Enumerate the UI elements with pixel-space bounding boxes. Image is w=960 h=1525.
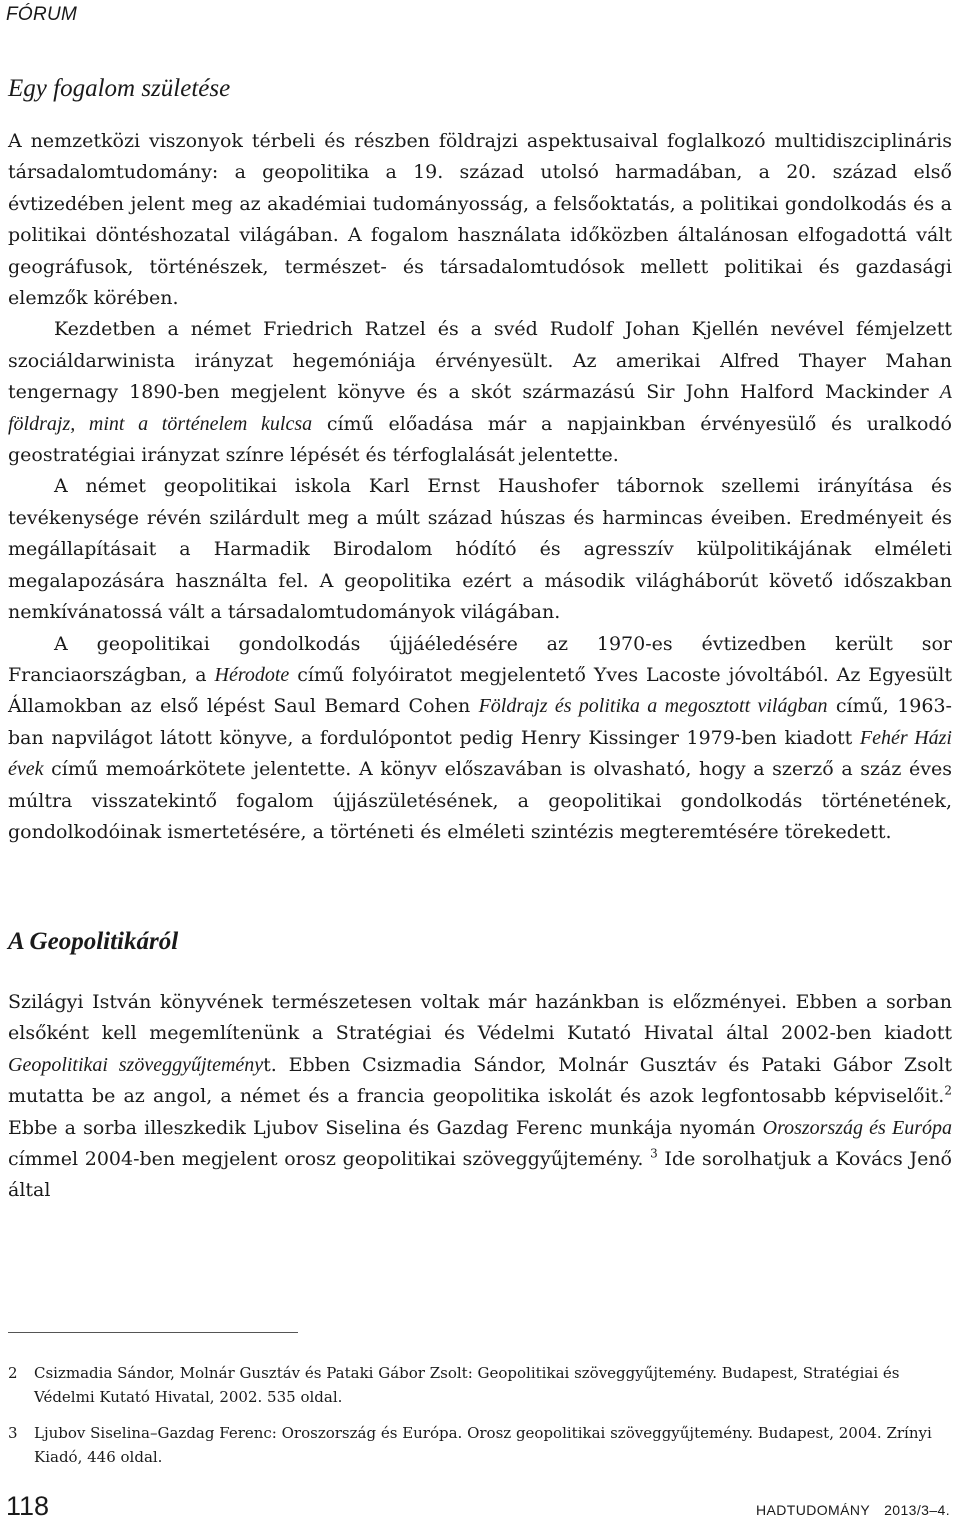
page-number: 118 xyxy=(6,1491,50,1521)
footnotes xyxy=(8,1361,952,1481)
section-body-2 xyxy=(8,987,952,1207)
journal-footer xyxy=(756,1502,950,1518)
footnote-text: Csizmadia Sándor, Molnár Gusztáv és Pataki Gábor Zsolt: Geopolitikai szöveggyűjtemény. Budapest, Stratégiai és Védelmi Kutató Hivatal, 2002. 535 oldal. xyxy=(34,1364,900,1406)
journal-issue: 2013/3–4. xyxy=(884,1502,950,1518)
italic-title: A földrajz, mint a történelem kulcsa xyxy=(8,381,952,435)
italic-title: Oroszország és Európa xyxy=(762,1116,953,1139)
body-paragraph: Szilágyi István könyvének természetesen voltak már hazánkban is előzményei. Ebben a sorban elsőként kell megemlítenünk a Stratégiai és Védelmi Kutató Hivatal által 2002-ben kiadott Geopolitikai szöveggyűjteményt. Ebben Csizmadia Sándor, Molnár Gusztáv és Pataki Gábor Zsolt mutatta be az angol, a német és a francia geopolitika iskolát és azok legfontosabb képviselőit.$^2$ Ebbe a sorba illeszkedik Ljubov Siselina és Gazdag Ferenc munkája nyomán Oroszország és Európa címmel 2004-ben megjelent orosz geopolitikai szöveggyűjtemény. $^3$ Ide sorolhatjuk a Kovács Jenő által xyxy=(8,991,953,1202)
footnote-text: Ljubov Siselina–Gazdag Ferenc: Oroszország és Európa. Orosz geopolitikai szöveggyűjtemény. Budapest, 2004. Zrínyi Kiadó, 446 oldal. xyxy=(34,1424,932,1466)
body-paragraph: Kezdetben a német Friedrich Ratzel és a svéd Rudolf Johan Kjellén nevével fémjelzett szociáldarwinista irányzat hegemóniája érvényesült. Az amerikai Alfred Thayer Mahan tengernagy 1890-ben megjelent könyve és a skót származású Sir John Halford Mackinder A földrajz, mint a történelem kulcsa című előadása már a napjainkban érvényesülő és uralkodó geostratégiai irányzat színre lépését és térfoglalását jelentette. xyxy=(8,318,952,467)
running-header: FÓRUM xyxy=(6,4,78,25)
footnote-divider xyxy=(8,1332,298,1333)
footnote-3 xyxy=(8,1421,952,1469)
italic-title: Fehér Házi évek xyxy=(8,726,952,781)
body-paragraph: A nemzetközi viszonyok térbeli és részben földrajzi aspektusaival foglalkozó multidiszciplináris társadalomtudomány: a geopolitika a 19. század utolsó harmadában, a 20. század első évtizedében jelent meg az akadémiai tudományosság, a felsőoktatás, a politikai gondolkodás és a politikai döntéshozatal világában. A fogalom használata időközben általánosan elfogadottá vált geográfusok, történészek, természet- és társadalomtudósok mellett politikai és gazdasági elemzők körében. xyxy=(8,130,952,310)
section-title-a-geopolitikarol: A Geopolitikáról xyxy=(8,928,179,955)
body-paragraph: A geopolitikai gondolkodás újjáéledésére az 1970-es évtizedben került sor Franciaországban, a Hérodote című folyóiratot megjelentető Yves Lacoste jóvoltából. Az Egyesült Államokban az első lépést Saul Bemard Cohen Földrajz és politika a megosztott világban című, 1963-ban napvilágot látott könyve, a fordulópontot pedig Henry Kissinger 1979-ben kiadott Fehér Házi évek című memoárkötete jelentette. A könyv előszavában is olvasható, hogy a szerző a száz éves múltra visszatekintő fogalom újjászületésének, a geopolitikai gondolkodás történetének, gondolkodóinak ismertetésére, a történeti és elméleti szintézis megteremtésére törekedett. xyxy=(8,632,952,843)
italic-title: Földrajz és politika a megosztott világban xyxy=(478,695,828,718)
italic-title: Hérodote xyxy=(214,663,290,686)
section-title-egy-fogalom: Egy fogalom születése xyxy=(8,75,231,102)
footnote-ref: 3 xyxy=(650,1146,658,1161)
journal-name: HADTUDOMÁNY xyxy=(756,1502,871,1518)
section-body-1 xyxy=(8,126,952,848)
italic-title: Geopolitikai szöveggyűjtemény xyxy=(8,1053,264,1076)
footnote-number: 2 xyxy=(8,1364,18,1382)
footnote-ref: 2 xyxy=(944,1083,952,1098)
footnote-2 xyxy=(8,1361,952,1409)
footnote-number: 3 xyxy=(8,1424,18,1442)
body-paragraph: A német geopolitikai iskola Karl Ernst Haushofer tábornok szellemi irányítása és tevékenysége révén szilárdult meg a múlt század húszas és harmincas éveiben. Eredményeit és megállapításait a Harmadik Birodalom hódító és agresszív külpolitikájának elméleti megalapozására használta fel. A geopolitika ezért a második világháborút követő időszakban nemkívánatossá vált a társadalomtudományok világában. xyxy=(8,475,952,624)
